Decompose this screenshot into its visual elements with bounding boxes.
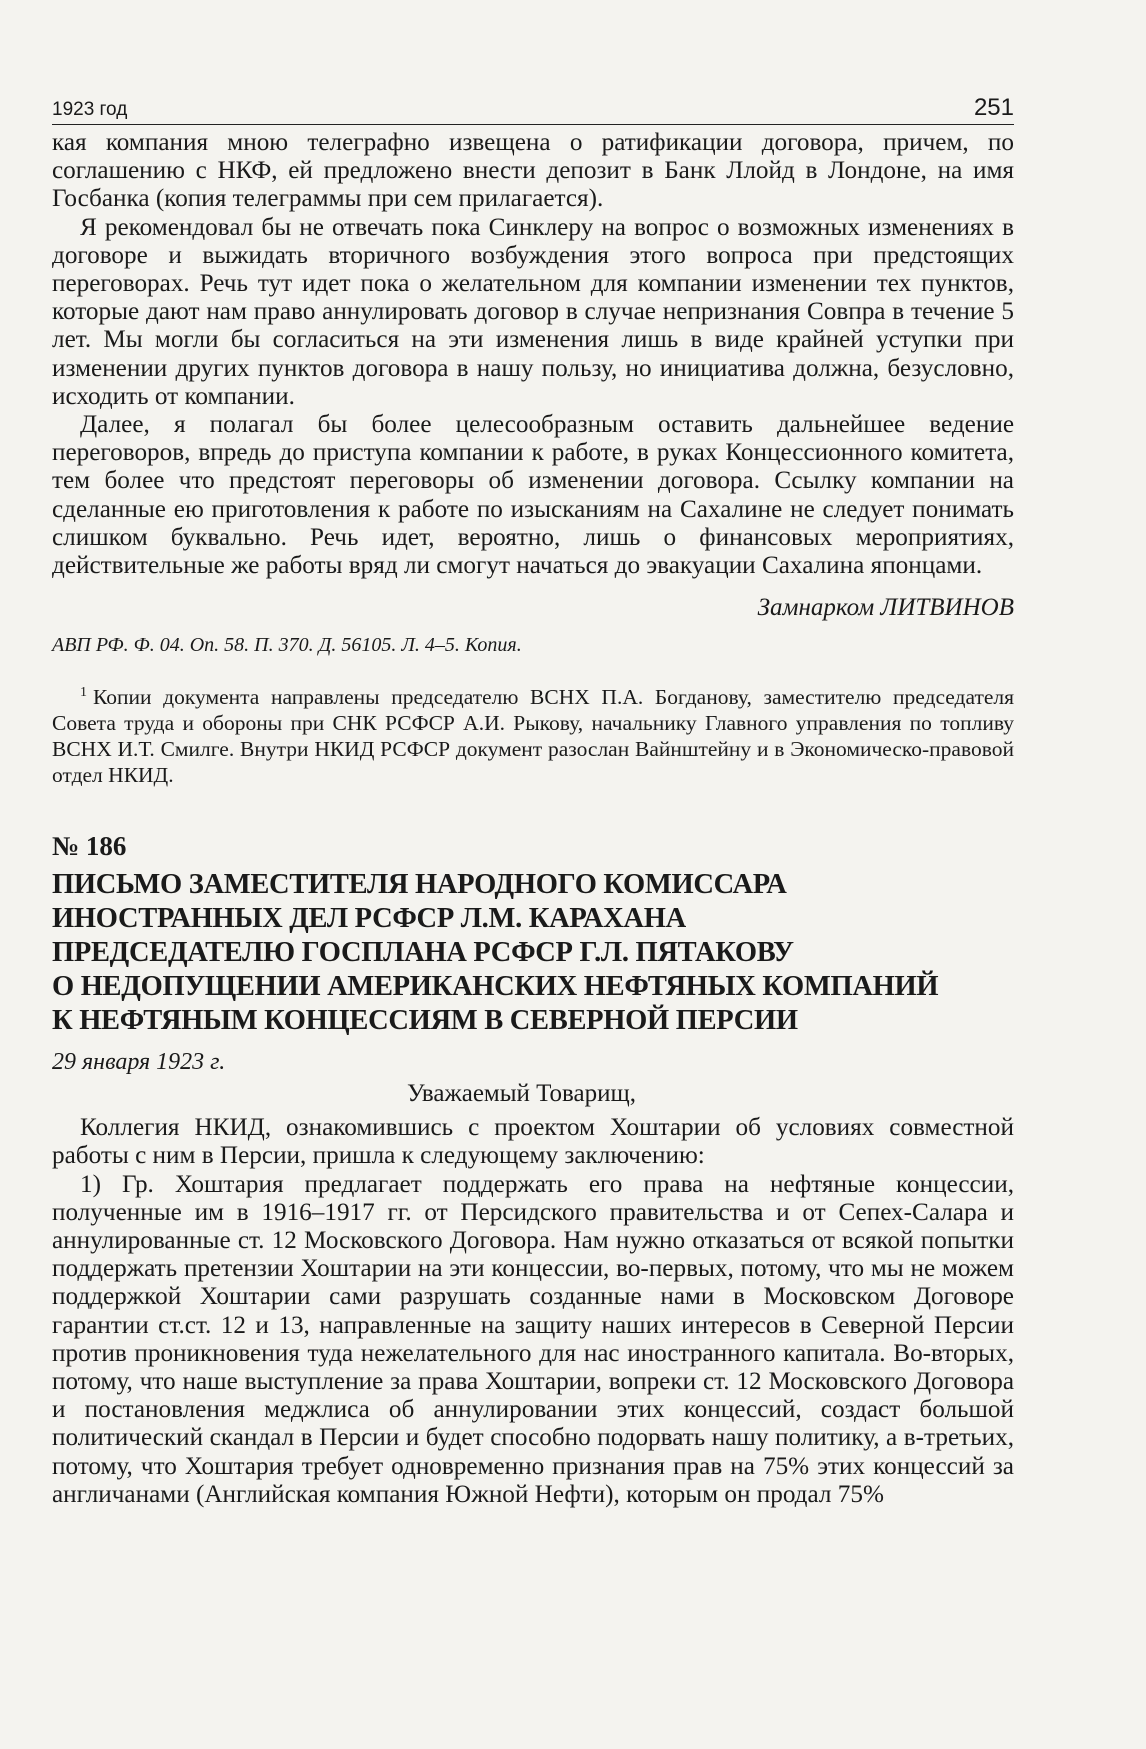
document-date: 29 января 1923 г. [52, 1049, 226, 1076]
running-head-year: 1923 год [52, 99, 128, 120]
paragraph: Коллегия НКИД, ознакомившись с проектом Хоштарии об условиях совместной работы с ним в Персии, пришла к следующему заключению: [52, 1114, 1014, 1170]
book-page [52, 96, 1014, 1509]
archive-reference: АВП РФ. Ф. 04. Оп. 58. П. 370. Д. 56105. Л. 4–5. Копия. [52, 634, 522, 657]
footnote-text: Копии документа направлены председателю ВСНХ П.А. Богданову, заместителю председателя Совета труда и обороны при СНК РСФСР А.И. Рыкову, начальнику Главного управления по топливу ВСНХ И.Т. Смилге. Внутри НКИД РСФСР документ разослан Вайнштейну и в Экономическо-правовой отдел НКИД. [52, 685, 1014, 788]
salutation: Уважаемый Товарищ, [407, 1080, 637, 1108]
continued-text [52, 129, 1014, 580]
title-line: О НЕДОПУЩЕНИИ АМЕРИКАНСКИХ НЕФТЯНЫХ КОМПАНИЙ [52, 971, 939, 1003]
footnote [52, 680, 1014, 788]
paragraph: Я рекомендовал бы не отвечать пока Синклеру на вопрос о возможных изменениях в договоре и выжидать вторичного возбуждения этого вопроса при предстоящих переговорах. Речь тут идет пока о желательном для компании изменении тех пунктов, которые дают нам право аннулировать договор в случае непризнания Совпра в течение 5 лет. Мы могли бы согласиться на эти изменения лишь в виде крайней уступки при изменении других пунктов договора в нашу пользу, но инициатива должна, безусловно, исходить от компании. [52, 213, 1014, 410]
paragraph: кая компания мною телеграфно извещена о ратификации договора, причем, по соглашению с НКФ, ей предложено внести депозит в Банк Ллойд в Лондоне, на имя Госбанка (копия телеграммы при сем прилагается). [52, 129, 1014, 213]
running-head [52, 96, 1014, 125]
paragraph: Далее, я полагал бы более целесообразным оставить дальнейшее ведение переговоров, впредь до приступа компании к работе, в руках Концессионного комитета, тем более что предстоят переговоры об изменении договора. Ссылку компании на сделанные ею приготовления к работе по изысканиям на Сахалине не следует понимать слишком буквально. Речь идет, вероятно, лишь о финансовых мероприятиях, действительные же работы вряд ли смогут начаться до эвакуации Сахалина японцами. [52, 411, 1014, 580]
title-line: ПРЕДСЕДАТЕЛЮ ГОСПЛАНА РСФСР Г.Л. ПЯТАКОВУ [52, 937, 794, 969]
page-number: 251 [973, 94, 1014, 121]
document-body [52, 1114, 1014, 1509]
footnote-marker: 1 [80, 685, 87, 701]
document-title [52, 868, 1014, 1038]
title-line: К НЕФТЯНЫМ КОНЦЕССИЯМ В СЕВЕРНОЙ ПЕРСИИ [52, 1005, 798, 1037]
title-line: ИНОСТРАННЫХ ДЕЛ РСФСР Л.М. КАРАХАНА [52, 903, 686, 935]
paragraph: 1) Гр. Хоштария предлагает поддержать его права на нефтяные концессии, полученные им в 1916–1917 гг. от Персидского правительства и от Сепех-Салара и аннулированные ст. 12 Московского Договора. Нам нужно отказаться от всякой попытки поддержать претензии Хоштарии на эти концессии, во-первых, потому, что мы не можем поддержкой Хоштарии сами разрушать созданные нами в Московском Договоре гарантии ст.ст. 12 и 13, направленные на защиту наших интересов в Северной Персии против проникновения туда нежелательного для нас иностранного капитала. Во-вторых, потому, что наше выступление за права Хоштарии, вопреки ст. 12 Московского Договора и постановления меджлиса об аннулировании этих концессий, создаст большой политический скандал в Персии и будет способно подорвать нашу политику, а в-третьих, потому, что Хоштария требует одновременно признания прав на 75% этих концессий за англичанами (Английская компания Южной Нефти), которым он продал 75% [52, 1170, 1014, 1508]
title-line: ПИСЬМО ЗАМЕСТИТЕЛЯ НАРОДНОГО КОМИССАРА [52, 869, 787, 901]
signature: Замнарком ЛИТВИНОВ [757, 594, 1014, 622]
document-number: № 186 [52, 831, 127, 862]
